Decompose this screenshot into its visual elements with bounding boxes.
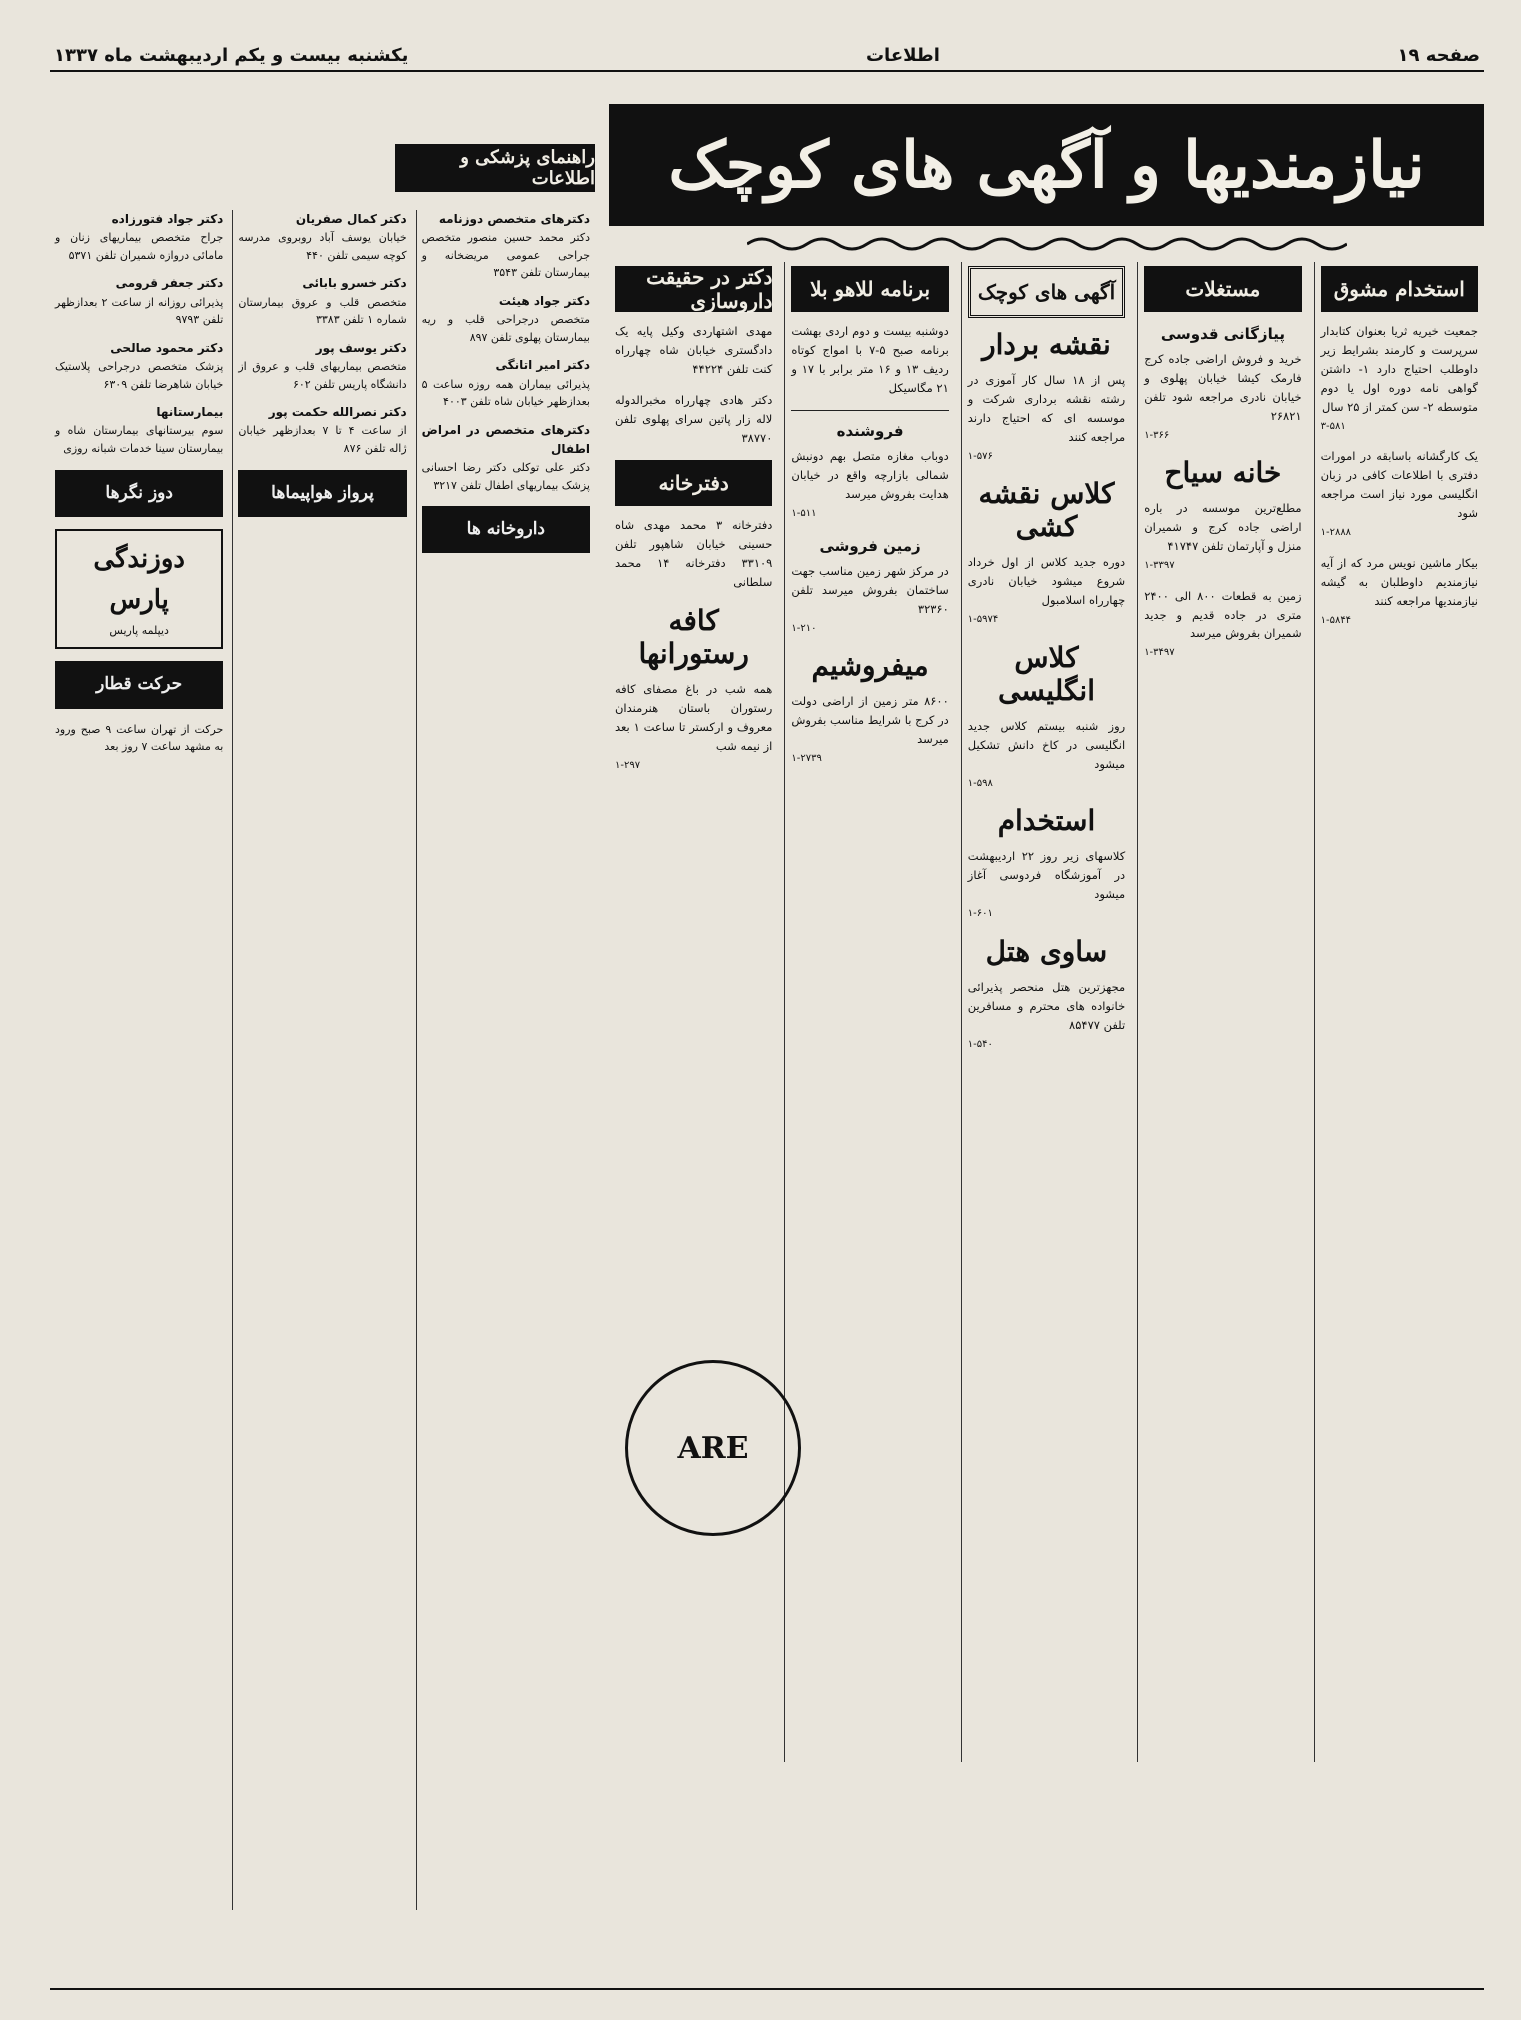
ad-text: پس از ۱۸ سال کار آموزی در رشته نقشه برداری شرکت و موسسه ای که احتیاج دارند مراجعه کنند bbox=[967, 373, 1126, 444]
newspaper-page bbox=[50, 40, 1484, 2000]
ad-headline: نقشه بردار bbox=[982, 328, 1111, 361]
classified-ad bbox=[615, 391, 772, 448]
classified-ad bbox=[968, 717, 1125, 792]
ad-text: دوباب مغازه متصل بهم دونبش شمالی بازارچه واقع در خیابان هدایت بفروش میرسد bbox=[791, 448, 949, 501]
ad-text: در مرکز شهر زمین مناسب جهت ساختمان بفروش میرسد تلفن ۳۲۳۶۰ bbox=[791, 563, 949, 616]
classified-ad bbox=[791, 322, 948, 398]
doctor-name: دکتر یوسف پور bbox=[315, 340, 407, 355]
ad-headline: استخدام bbox=[997, 804, 1096, 838]
medical-column bbox=[416, 210, 595, 1910]
doctor-text: دکتر محمد حسین منصور متخصص جراحی عمومی مریضخانه و بیمارستان تلفن ۳۵۴۳ bbox=[421, 231, 590, 280]
ad-text: مهدی اشتهاردی وکیل پایه یک دادگستری خیابان شاه چهارراه کنت تلفن ۴۴۲۲۴ bbox=[614, 324, 773, 376]
medical-column bbox=[50, 210, 228, 1910]
section-banner: نیازمندیها و آگهی های کوچک bbox=[609, 104, 1484, 226]
classified-ad bbox=[968, 978, 1125, 1053]
ad-text: زمین به قطعات ۸۰۰ الی ۲۴۰۰ متری در جاده قدیم و جدید شمیران بفروش میرسد bbox=[1144, 588, 1302, 641]
ad-columns bbox=[609, 262, 1484, 1762]
doctor-listing bbox=[422, 356, 590, 410]
masthead-page: صفحه ۱۹ bbox=[1397, 44, 1480, 66]
doctor-listing bbox=[55, 210, 223, 264]
section-heading: دوز نگرها bbox=[55, 470, 223, 517]
ad-code: ۱-۳۶۶ bbox=[1144, 429, 1170, 441]
doctor-text: پذیرائی بیماران همه روزه ساعت ۵ بعدازظهر خیابان شاه تلفن ۴۰۰۳ bbox=[421, 377, 590, 409]
classified-ad bbox=[615, 680, 772, 774]
doctor-text: پزشک متخصص درجراحی پلاستیک خیابان شاهرضا تلفن ۶۳۰۹ bbox=[55, 359, 224, 391]
doctor-text: دکتر علی توکلی دکتر رضا احسانی پزشک بیماریهای اطفال تلفن ۳۲۱۷ bbox=[421, 461, 590, 492]
wave-ornament-icon bbox=[747, 234, 1347, 254]
doctor-listing bbox=[55, 274, 223, 328]
doctor-name: دکتر خسرو بابائی bbox=[302, 276, 407, 291]
box-text: دیپلمه پاریس bbox=[109, 623, 169, 637]
ad-code: ۱-۵۱۱ bbox=[791, 507, 817, 519]
ad-text: روز شنبه بیستم کلاس جدید انگلیسی در کاخ دانش تشکیل میشود bbox=[967, 718, 1126, 771]
ad-title: فروشنده bbox=[836, 421, 904, 440]
medical-column bbox=[232, 210, 411, 1910]
ad-title: زمین فروشی bbox=[819, 537, 921, 556]
ad-code: ۱-۵۹۸ bbox=[967, 777, 993, 789]
ad-code: ۱-۲۸۸۸ bbox=[1320, 527, 1352, 539]
ad-column bbox=[609, 262, 778, 1762]
tailor-ad-box bbox=[55, 529, 223, 650]
ad-headline: ساوی هتل bbox=[985, 934, 1108, 968]
doctor-text: از ساعت ۴ تا ۷ بعدازظهر خیابان ژاله تلفن ۸۷۶ bbox=[238, 424, 407, 455]
ad-column bbox=[1314, 262, 1484, 1762]
column-heading: آگهی های کوچک bbox=[968, 266, 1125, 318]
doctor-name: دکتر کمال صفریان bbox=[295, 212, 407, 226]
classified-ad bbox=[1144, 587, 1301, 662]
doctor-listing bbox=[55, 339, 223, 393]
wave-divider bbox=[609, 232, 1484, 256]
doctor-name: دکترهای متخصص دوزنامه bbox=[438, 212, 590, 226]
classified-ad bbox=[968, 847, 1125, 922]
doctor-text: متخصص درجراحی قلب و ریه بیمارستان پهلوی تلفن ۸۹۷ bbox=[421, 313, 590, 344]
doctor-text: پذیرائی روزانه از ساعت ۲ بعدازظهر تلفن ۹۷۹۳ bbox=[55, 295, 224, 327]
doctor-listing bbox=[238, 210, 406, 264]
ad-code: ۱-۶۰۱ bbox=[967, 908, 993, 920]
ad-text: بیکار ماشین نویس مرد که از آیه نیازمندیم داوطلبان به گیشه نیازمندیها مراجعه کنند bbox=[1320, 555, 1478, 608]
ad-text: همه شب در باغ مصفای کافه رستوران باستان هنرمندان معروف و ارکستر تا ساعت ۱ بعد از نیمه شب bbox=[614, 681, 773, 753]
doctor-name: دکتر محمود صالحی bbox=[110, 340, 224, 355]
masthead-date: یکشنبه بیست و یکم اردیبهشت ماه ۱۳۳۷ bbox=[54, 44, 409, 66]
medical-columns bbox=[50, 210, 595, 1910]
page-footer-rule bbox=[50, 1988, 1484, 2000]
doctor-listing bbox=[238, 274, 406, 328]
ad-code: ۱-۵۸۴۴ bbox=[1320, 614, 1352, 626]
doctor-name: دکتر جعفر قرومی bbox=[115, 276, 224, 291]
train-schedule: حرکت از تهران ساعت ۹ صبح ورود به مشهد ساعت ۷ روز بعد bbox=[55, 722, 224, 754]
ad-headline: میفروشیم bbox=[811, 649, 929, 683]
ad-text: جمعیت خیریه ثریا بعنوان کتابدار سرپرست و کارمند بشرایط زیر داوطلب احتیاج دارد ۱- داشتن گواهی نامه دوره اول یا دوم متوسطه ۲- سن کمتر از ۲۵ سال bbox=[1320, 324, 1478, 414]
ad-text: دوره جدید کلاس از اول خرداد شروع میشود خیابان نادری چهارراه اسلامبول bbox=[967, 555, 1126, 608]
ad-code: ۱-۵۷۶ bbox=[967, 450, 993, 462]
classified-ad bbox=[1144, 499, 1301, 574]
column-heading: مستغلات bbox=[1144, 266, 1301, 312]
doctor-listing bbox=[422, 421, 590, 495]
ad-code: ۱-۲۷۳۹ bbox=[791, 753, 822, 765]
doctor-text: جراح متخصص بیماریهای زنان و مامائی دروازه شمیران تلفن ۵۳۷۱ bbox=[55, 231, 224, 262]
ad-title: پیازگانی قدوسی bbox=[1160, 325, 1285, 343]
doctor-listing bbox=[55, 403, 223, 457]
ad-code: ۱-۲۹۷ bbox=[614, 759, 641, 771]
stamp-emblem: ARE bbox=[625, 1360, 801, 1536]
doctor-text: متخصص قلب و عروق بیمارستان شماره ۱ تلفن ۳۳۸۳ bbox=[238, 295, 407, 327]
medical-guide bbox=[50, 100, 595, 1980]
doctor-listing bbox=[238, 403, 406, 457]
ad-text: یک کارگشانه باسابقه در امورات دفتری با اطلاعات کافی در زبان انگلیسی مورد نیاز است مراجعه شود bbox=[1320, 449, 1478, 521]
doctor-listing bbox=[238, 339, 406, 393]
ad-text: خرید و فروش اراضی جاده کرج فارمک کیشا خیابان پهلوی و خیابان نادری مراجعه شود تلفن ۲۶۸۲۱ bbox=[1144, 351, 1302, 423]
ad-code: ۳-۵۸۱ bbox=[1320, 420, 1346, 432]
classified-ad bbox=[1144, 322, 1301, 444]
ad-text: دکتر هادی چهارراه مخبرالدوله لاله زار پاتین سرای پهلوی تلفن ۳۸۷۷۰ bbox=[614, 392, 773, 445]
classified-ad bbox=[791, 692, 948, 767]
ad-column bbox=[1137, 262, 1307, 1762]
ad-text: ۸۶۰۰ متر زمین از اراضی دولت در کرج با شرایط مناسب بفروش میرسد bbox=[791, 694, 949, 747]
medical-guide-title: راهنمای پزشکی و اطلاعات bbox=[395, 144, 595, 192]
ad-headline: کافه رستورانها bbox=[638, 603, 749, 670]
section-heading: پرواز هواپیماها bbox=[238, 470, 406, 517]
ad-column bbox=[784, 262, 954, 1762]
doctor-name: دکتر امیر اتانگی bbox=[495, 358, 590, 373]
ad-code: ۱-۵۹۷۴ bbox=[967, 614, 999, 626]
classified-ad bbox=[1321, 447, 1478, 541]
classified-ad bbox=[791, 534, 948, 637]
ad-code: ۱-۳۴۹۷ bbox=[1144, 647, 1175, 659]
doctor-listing bbox=[422, 292, 590, 346]
classified-ad bbox=[968, 371, 1125, 465]
section-heading: داروخانه ها bbox=[422, 506, 590, 553]
train-heading: حرکت قطار bbox=[55, 661, 223, 708]
doctor-text: خیابان یوسف آباد روبروی مدرسه کوچه سیمی تلفن ۴۴۰ bbox=[238, 231, 407, 262]
column-heading: استخدام مشوق bbox=[1321, 266, 1478, 312]
classified-ad bbox=[615, 322, 772, 379]
divider bbox=[791, 410, 948, 411]
doctor-name: دکتر نصرالله حکمت پور bbox=[268, 405, 407, 420]
masthead-paper: اطلاعات bbox=[865, 44, 940, 66]
ad-text: مطلع‌ترین موسسه در باره اراضی جاده کرج و شمیران منزل و آپارتمان تلفن ۴۱۷۴۷ bbox=[1144, 501, 1302, 554]
classified-ad bbox=[791, 419, 948, 522]
column-heading: دکتر در حقیقت داروسازی bbox=[615, 266, 772, 312]
doctor-name: بیمارستانها bbox=[156, 405, 224, 420]
ad-headline: کلاس انگلیسی bbox=[997, 640, 1096, 707]
classified-ad bbox=[1321, 554, 1478, 629]
masthead bbox=[50, 40, 1484, 72]
ad-headline: خانه سیاح bbox=[1164, 456, 1282, 490]
column-heading: برنامه للاهو بلا bbox=[791, 266, 948, 312]
ad-text: مجهزترین هتل منحصر پذیرائی خانواده های محترم و مسافرین تلفن ۸۵۴۷۷ bbox=[967, 979, 1126, 1032]
ad-text: دفترخانه ۳ محمد مهدی شاه حسینی خیابان شاهپور تلفن ۳۳۱۰۹ دفترخانه ۱۴ محمد سلطانی bbox=[614, 517, 773, 589]
doctor-name: دکتر جواد هیئت bbox=[498, 293, 590, 308]
ad-headline: کلاس نقشه کشی bbox=[978, 477, 1115, 544]
classified-ad bbox=[615, 516, 772, 592]
ad-code: ۱-۲۱۰ bbox=[791, 622, 817, 634]
ad-column bbox=[961, 262, 1131, 1762]
box-title: دوزندگی پارس bbox=[93, 543, 185, 616]
sub-heading: دفترخانه bbox=[615, 460, 772, 506]
doctor-listing bbox=[422, 210, 590, 282]
ad-code: ۱-۵۴۰ bbox=[967, 1038, 993, 1050]
ad-code: ۱-۳۳۹۷ bbox=[1144, 560, 1175, 572]
doctor-text: سوم بیرستانهای بیمارستان شاه و بیمارستان سینا خدمات شبانه روزی bbox=[55, 424, 224, 455]
classified-ad bbox=[1321, 322, 1478, 435]
doctor-text: متخصص بیماریهای قلب و عروق از دانشگاه پاریس تلفن ۶۰۲ bbox=[238, 359, 407, 391]
doctor-name: دکتر جواد فتورزاده bbox=[111, 212, 224, 226]
ad-text: دوشنبه بیست و دوم اردی بهشت برنامه صبح ۵-۷ با امواج کوتاه ردیف ۱۳ و ۱۶ متر برابر با ۱۷ و ۲۱ مگاسیکل bbox=[791, 324, 949, 395]
ad-text: کلاسهای زیر روز ۲۲ اردیبهشت در آموزشگاه فردوسی آغاز میشود bbox=[967, 849, 1126, 902]
doctor-name: دکترهای متخصص در امراض اطفال bbox=[421, 422, 590, 456]
classified-ad bbox=[968, 553, 1125, 628]
